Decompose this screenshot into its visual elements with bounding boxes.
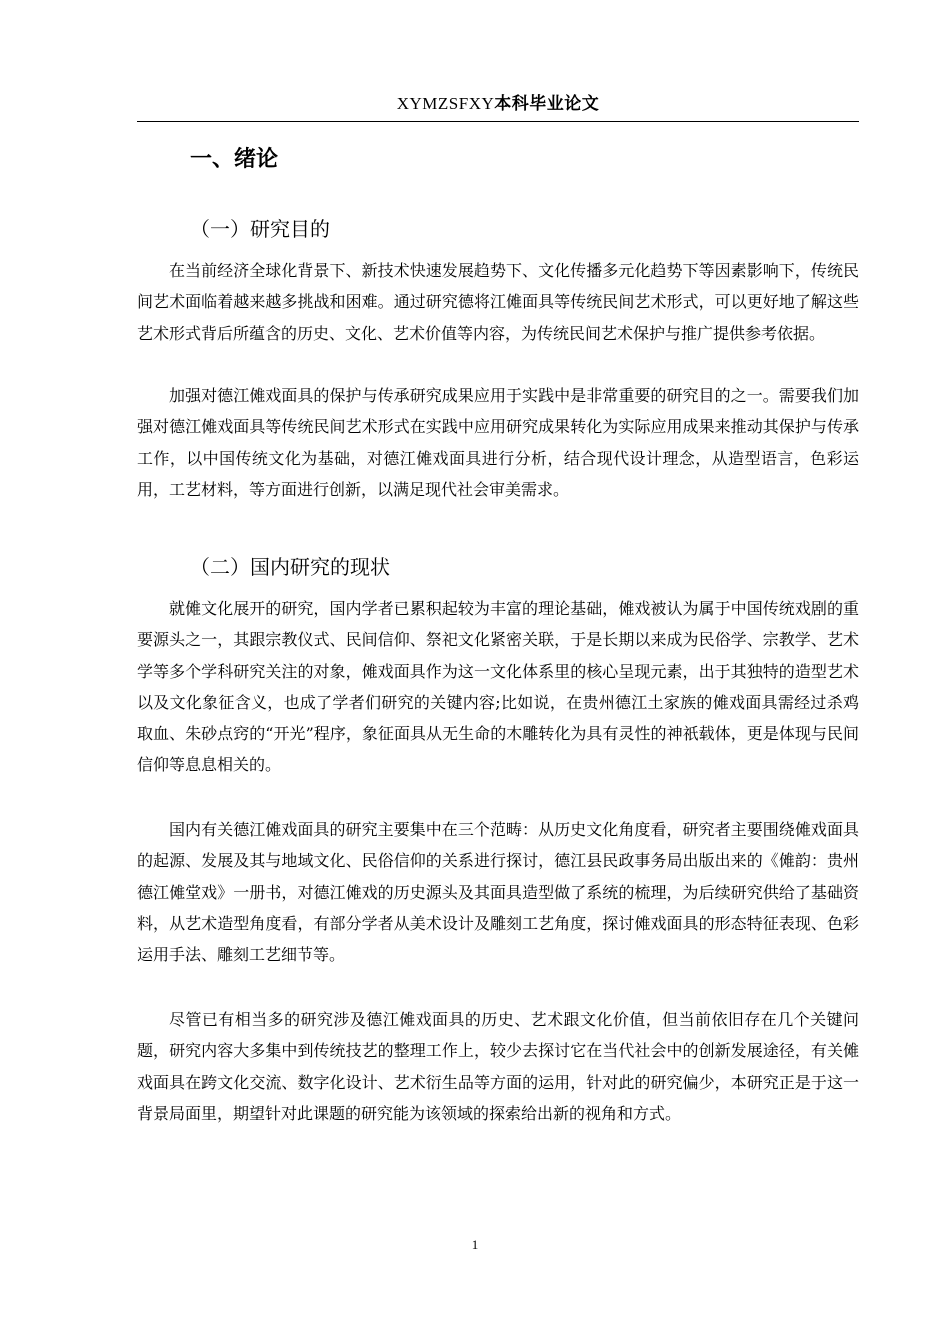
chapter-title: 一、绪论 xyxy=(190,147,279,172)
paragraph: 尽管已有相当多的研究涉及德江傩戏面具的历史、艺术跟文化价值，但当前依旧存在几个关键问题，研究内容大多集中到传统技艺的整理工作上，较少去探讨它在当代社会中的创新发展途径，有关傩戏面具在跨文化交流、数字化设计、艺术衍生品等方面的运用，针对此的研究偏少，本研究正是于这一背景局面里，期望针对此课题的研究能为该领域的探索给出新的视角和方式。 xyxy=(137,1010,859,1123)
header-divider xyxy=(137,121,859,122)
paragraph: 加强对德江傩戏面具的保护与传承研究成果应用于实践中是非常重要的研究目的之一。需要我们加强对德江傩戏面具等传统民间艺术形式在实践中应用研究成果转化为实际应用成果来推动其保护与传承工作，以中国传统文化为基础，对德江傩戏面具进行分析，结合现代设计理念，从造型语言，色彩运用，工艺材料，等方面进行创新，以满足现代社会审美需求。 xyxy=(137,386,859,499)
paragraph: 国内有关德江傩戏面具的研究主要集中在三个范畴：从历史文化角度看，研究者主要围绕傩戏面具的起源、发展及其与地域文化、民俗信仰的关系进行探讨，德江县民政事务局出版出来的《傩韵：贵州德江傩堂戏》一册书，对德江傩戏的历史源头及其面具造型做了系统的梳理，为后续研究供给了基础资料，从艺术造型角度看，有部分学者从美术设计及雕刻工艺角度，探讨傩戏面具的形态特征表现、色彩运用手法、雕刻工艺细节等。 xyxy=(137,820,859,965)
section-title-research-purpose: （一）研究目的 xyxy=(190,217,330,241)
page-number: 1 xyxy=(471,1237,479,1252)
paragraph: 就傩文化展开的研究，国内学者已累积起较为丰富的理论基础，傩戏被认为属于中国传统戏剧的重要源头之一，其跟宗教仪式、民间信仰、祭祀文化紧密关联，于是长期以来成为民俗学、宗教学、艺术学等多个学科研究关注的对象，傩戏面具作为这一文化体系里的核心呈现元素，出于其独特的造型艺术以及文化象征含义，也成了学者们研究的关键内容;比如说，在贵州德江土家族的傩戏面具需经过杀鸡取血、朱砂点窍的“开光”程序，象征面具从无生命的木雕转化为具有灵性的神祇载体，更是体现与民间信仰等息息相关的。 xyxy=(137,599,859,775)
paragraph: 在当前经济全球化背景下、新技术快速发展趋势下、文化传播多元化趋势下等因素影响下，传统民间艺术面临着越来越多挑战和困难。通过研究德将江傩面具等传统民间艺术形式，可以更好地了解这些艺术形式背后所蕴含的历史、文化、艺术价值等内容，为传统民间艺术保护与推广提供参考依据。 xyxy=(137,261,859,343)
section-title-domestic-research: （二）国内研究的现状 xyxy=(190,555,390,579)
header-title: 本科毕业论文 xyxy=(494,94,600,114)
page-header xyxy=(137,92,859,116)
header-prefix: XYMZSFXY xyxy=(396,94,495,113)
